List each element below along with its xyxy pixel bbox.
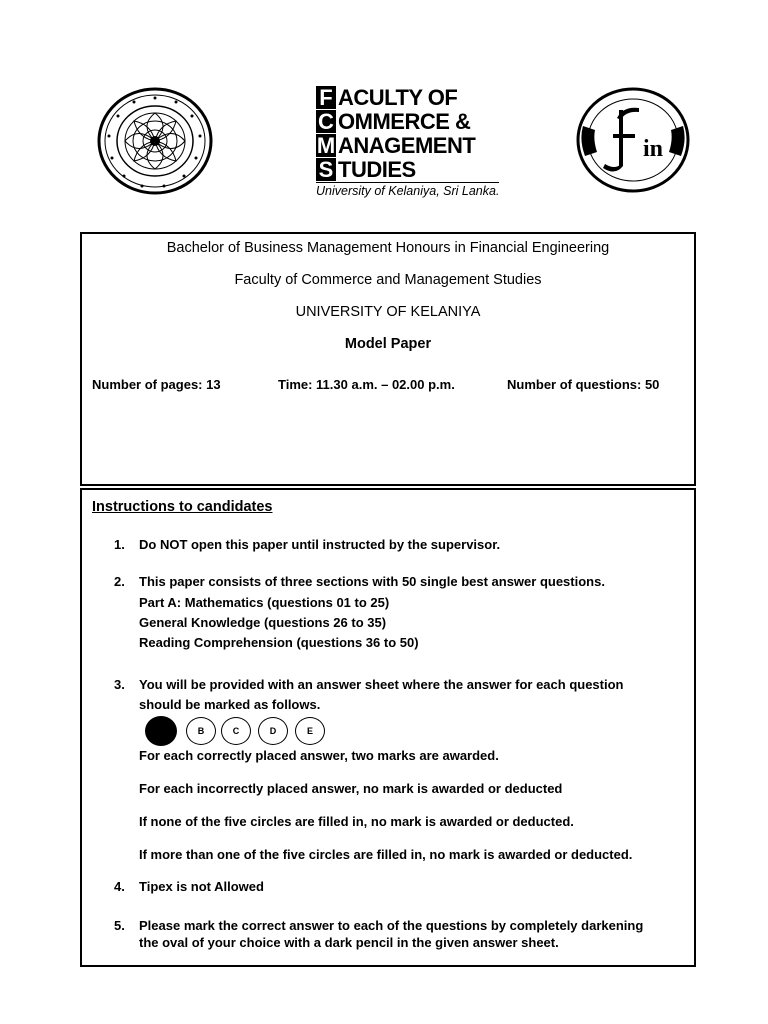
page-header (0, 0, 768, 230)
logo-initial: F (316, 86, 336, 109)
logo-row-1 (316, 86, 506, 109)
university-name: UNIVERSITY OF KELANIYA (295, 304, 481, 320)
item-text: You will be provided with an answer sheet where the answer for each question (139, 677, 624, 692)
bubble-filled (145, 716, 177, 746)
marking-rule-correct: For each correctly placed answer, two marks are awarded. (139, 748, 499, 763)
logo-word: OMMERCE & (338, 109, 471, 134)
university-seal-icon (96, 86, 214, 196)
item-text: This paper consists of three sections with 50 single best answer questions. (139, 574, 605, 589)
section-part-a: Part A: Mathematics (questions 01 to 25) (139, 595, 390, 610)
answer-bubble-example (139, 715, 339, 747)
instructions-box (80, 488, 696, 967)
bubble-d: D (258, 717, 288, 745)
item-number: 1. (114, 537, 125, 552)
question-count: Number of questions: 50 (507, 377, 660, 392)
item-number: 4. (114, 879, 125, 894)
logo-initial: S (316, 158, 336, 181)
section-general-knowledge: General Knowledge (questions 26 to 35) (139, 615, 387, 630)
svg-text:in: in (643, 136, 664, 162)
marking-rule-multiple: If more than one of the five circles are filled in, no mark is awarded or deducted. (139, 847, 633, 862)
university-tagline: University of Kelaniya, Sri Lanka. (316, 184, 500, 198)
bubble-e: E (295, 717, 325, 745)
finance-department-seal-icon (575, 86, 691, 194)
logo-row-4 (316, 158, 506, 181)
bubble-b: B (186, 717, 216, 745)
logo-word: ANAGEMENT (338, 133, 476, 158)
marking-rule-none: If none of the five circles are filled in, no mark is awarded or deducted. (139, 814, 574, 829)
item-text-continued: the oval of your choice with a dark pencil in the given answer sheet. (139, 935, 559, 950)
page-count: Number of pages: 13 (92, 377, 221, 392)
section-reading-comprehension: Reading Comprehension (questions 36 to 50) (139, 635, 419, 650)
logo-word: TUDIES (338, 157, 416, 182)
logo-initial: C (316, 110, 336, 133)
logo-word: ACULTY OF (338, 85, 458, 110)
item-number: 3. (114, 677, 125, 692)
item-text: Do NOT open this paper until instructed by the supervisor. (139, 537, 501, 552)
logo-initial: M (316, 132, 336, 158)
bubble-c: C (221, 717, 251, 745)
item-number: 5. (114, 918, 125, 933)
cover-details-box (80, 232, 696, 486)
marking-rule-incorrect: For each incorrectly placed answer, no mark is awarded or deducted (139, 781, 563, 796)
degree-title: Bachelor of Business Management Honours in Financial Engineering (166, 240, 610, 256)
item-text: Tipex is not Allowed (139, 879, 264, 894)
item-text: Please mark the correct answer to each of the questions by completely darkening (139, 918, 644, 933)
faculty-name: Faculty of Commerce and Management Studies (234, 272, 542, 288)
instructions-title: Instructions to candidates (92, 499, 273, 515)
faculty-logo (316, 86, 506, 204)
logo-row-2 (316, 110, 506, 133)
logo-row-3 (316, 134, 506, 157)
item-number: 2. (114, 574, 125, 589)
paper-type: Model Paper (344, 336, 432, 352)
item-text-continued: should be marked as follows. (139, 697, 321, 712)
exam-time: Time: 11.30 a.m. – 02.00 p.m. (278, 377, 455, 392)
